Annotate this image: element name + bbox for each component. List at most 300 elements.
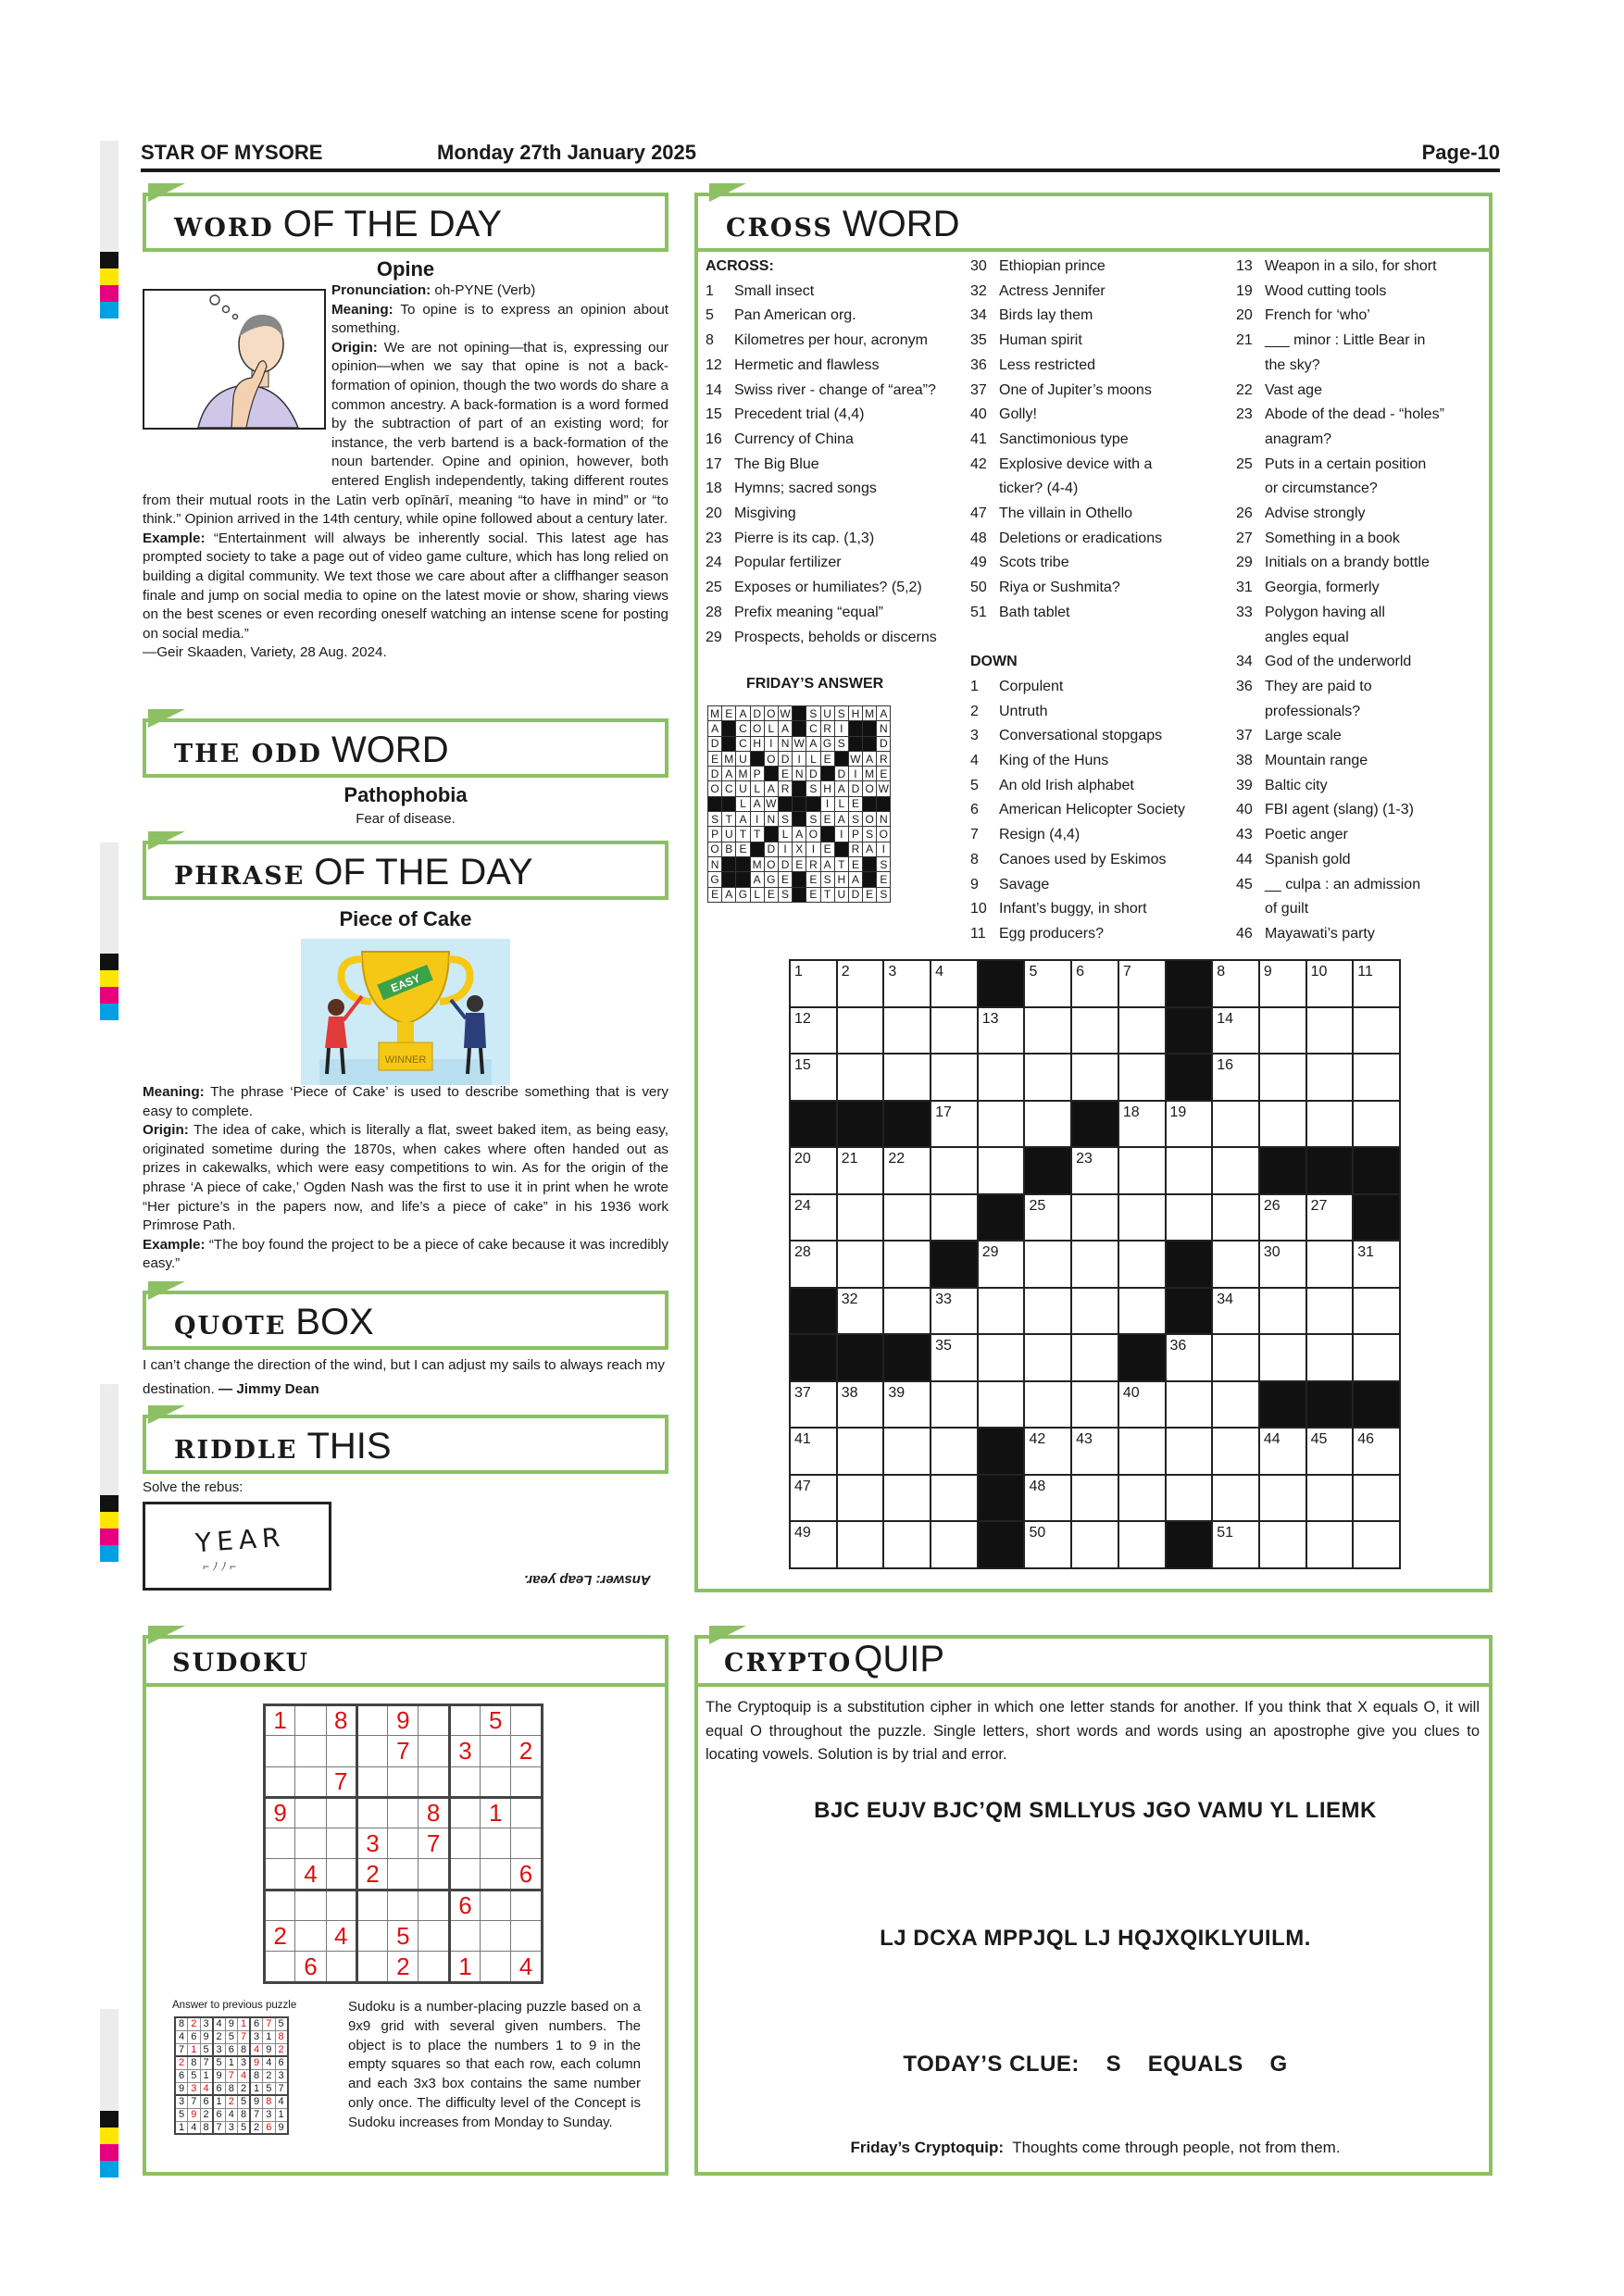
answer-cell: G: [708, 872, 722, 887]
crossword-cell[interactable]: [1118, 1288, 1166, 1335]
clue: [1236, 922, 1491, 947]
crossword-cell[interactable]: 30: [1259, 1241, 1306, 1288]
answer-cell: I: [877, 842, 891, 856]
answer-cell: I: [848, 767, 862, 781]
answer-cell: E: [722, 706, 736, 721]
clue-number: 46: [1236, 925, 1253, 942]
sudoku-cell[interactable]: [356, 1736, 387, 1766]
sudoku-cell[interactable]: [265, 1859, 295, 1890]
sudoku-cell[interactable]: [326, 1890, 356, 1920]
crossword-cell[interactable]: [931, 1147, 978, 1194]
crossword-cell[interactable]: [1118, 1147, 1166, 1194]
crossword-cell[interactable]: 29: [978, 1241, 1025, 1288]
crossword-cell[interactable]: [1071, 1288, 1118, 1335]
crossword-cell[interactable]: 34: [1212, 1288, 1259, 1335]
crossword-cell[interactable]: 5: [1024, 960, 1071, 1007]
crossword-cell[interactable]: [1212, 1101, 1259, 1148]
crossword-cell[interactable]: 44: [1259, 1428, 1306, 1475]
clue-text: Deletions or eradications: [999, 530, 1163, 546]
crossword-cell[interactable]: [883, 1194, 931, 1242]
crossword-cell[interactable]: 14: [1212, 1007, 1259, 1054]
page-number: Page-10: [1421, 141, 1500, 164]
crossword-cell[interactable]: 35: [931, 1334, 978, 1381]
crossword-cell[interactable]: [1024, 1288, 1071, 1335]
crossword-cell[interactable]: [1071, 1194, 1118, 1242]
crossword-cell[interactable]: 13: [978, 1007, 1025, 1054]
crossword-cell[interactable]: [1353, 1475, 1400, 1522]
clue-text: ___ minor : Little Bear in: [1265, 332, 1426, 349]
sudoku-cell[interactable]: [295, 1736, 326, 1766]
previous-sudoku-cell: 2: [275, 2043, 288, 2056]
crossword-cell[interactable]: [1212, 1194, 1259, 1242]
crossword-cell[interactable]: 19: [1166, 1101, 1213, 1148]
crossword-cell[interactable]: [978, 1334, 1025, 1381]
crossword-cell[interactable]: 38: [837, 1381, 884, 1429]
crossword-cell[interactable]: [1353, 1101, 1400, 1148]
crossword-cell[interactable]: 12: [790, 1007, 837, 1054]
answer-cell: M: [722, 751, 736, 766]
crossword-cell[interactable]: 27: [1306, 1194, 1354, 1242]
crossword-cell[interactable]: 31: [1353, 1241, 1400, 1288]
crossword-cell[interactable]: [1166, 1147, 1213, 1194]
crossword-cell[interactable]: 9: [1259, 960, 1306, 1007]
crossword-cell[interactable]: [1259, 1334, 1306, 1381]
sudoku-cell[interactable]: [481, 1766, 511, 1797]
crossword-cell[interactable]: [837, 1521, 884, 1568]
crossword-cell[interactable]: 45: [1306, 1428, 1354, 1475]
crossword-cell[interactable]: [1306, 1007, 1354, 1054]
sudoku-cell[interactable]: [295, 1705, 326, 1736]
crossword-cell[interactable]: 6: [1071, 960, 1118, 1007]
sudoku-cell[interactable]: [265, 1828, 295, 1859]
crossword-cell[interactable]: [883, 1428, 931, 1475]
answer-cell: A: [848, 872, 862, 887]
sudoku-cell[interactable]: [418, 1766, 449, 1797]
crossword-cell[interactable]: [1118, 1054, 1166, 1101]
sudoku-cell[interactable]: [481, 1921, 511, 1952]
odd-word-header: [143, 718, 668, 778]
crossword-cell[interactable]: 3: [883, 960, 931, 1007]
crossword-cell[interactable]: 49: [790, 1521, 837, 1568]
answer-cell: A: [736, 706, 750, 721]
sudoku-cell[interactable]: [511, 1921, 542, 1952]
sudoku-cell[interactable]: [356, 1890, 387, 1920]
answer-cell: G: [820, 736, 834, 751]
clue-number: 23: [1236, 406, 1253, 423]
sudoku-cell[interactable]: [388, 1828, 418, 1859]
sudoku-cell[interactable]: [326, 1736, 356, 1766]
crossword-cell[interactable]: [1212, 1241, 1259, 1288]
sudoku-cell[interactable]: [481, 1736, 511, 1766]
crossword-cell[interactable]: [1118, 1521, 1166, 1568]
crossword-cell[interactable]: [978, 1101, 1025, 1148]
crossword-cell[interactable]: 50: [1024, 1521, 1071, 1568]
sudoku-cell[interactable]: [511, 1828, 542, 1859]
crossword-cell[interactable]: [1259, 1475, 1306, 1522]
previous-sudoku-cell: 6: [213, 2108, 226, 2121]
crossword-cell[interactable]: [978, 1381, 1025, 1429]
answer-cell: E: [820, 812, 834, 827]
crossword-grid: [789, 959, 1401, 1569]
crossword-cell[interactable]: [1306, 1334, 1354, 1381]
down-clues-1: [970, 675, 1231, 947]
crossword-cell[interactable]: 41: [790, 1428, 837, 1475]
crossword-cell[interactable]: [1024, 1101, 1071, 1148]
sudoku-cell[interactable]: [449, 1797, 480, 1828]
clue-text: of guilt: [1265, 901, 1309, 917]
header-large: OF THE DAY: [314, 852, 533, 892]
clue: [970, 527, 1231, 552]
clue: [1236, 675, 1491, 700]
crossword-cell[interactable]: [1024, 1334, 1071, 1381]
sudoku-cell[interactable]: [388, 1890, 418, 1920]
crossword-cell[interactable]: 42: [1024, 1428, 1071, 1475]
sudoku-cell[interactable]: [388, 1766, 418, 1797]
spacer: [970, 626, 1231, 651]
crossword-cell[interactable]: [978, 1288, 1025, 1335]
crossword-cell[interactable]: [1071, 1241, 1118, 1288]
sudoku-cell[interactable]: [511, 1766, 542, 1797]
crossword-cell[interactable]: [931, 1428, 978, 1475]
answer-black-cell: [722, 796, 736, 811]
clue-number: 39: [1236, 777, 1253, 793]
previous-sudoku-cell: 7: [188, 2095, 201, 2108]
sudoku-cell[interactable]: [511, 1890, 542, 1920]
answer-cell: O: [863, 781, 877, 796]
sudoku-cell[interactable]: [481, 1828, 511, 1859]
crossword-cell[interactable]: 18: [1118, 1101, 1166, 1148]
previous-sudoku-cell: 6: [200, 2095, 213, 2108]
crossword-cell[interactable]: 33: [931, 1288, 978, 1335]
clue: [1236, 329, 1491, 354]
answer-cell: I: [834, 827, 848, 842]
clue-number: 40: [970, 406, 987, 423]
sudoku-cell: 9: [388, 1705, 418, 1736]
sudoku-cell[interactable]: [356, 1921, 387, 1952]
crossword-cell[interactable]: [1071, 1475, 1118, 1522]
answer-cell: C: [736, 736, 750, 751]
crossword-cell[interactable]: [1024, 1054, 1071, 1101]
crossword-cell[interactable]: [1071, 1521, 1118, 1568]
sudoku-cell[interactable]: [449, 1859, 480, 1890]
crossword-cell[interactable]: [1306, 1288, 1354, 1335]
previous-sudoku-cell: 9: [225, 2017, 238, 2030]
clue: [1236, 650, 1491, 675]
clue-number: 34: [1236, 654, 1253, 670]
sudoku-cell[interactable]: [356, 1797, 387, 1828]
crossword-cell[interactable]: [883, 1241, 931, 1288]
clue: [970, 922, 1231, 947]
crossword-cell[interactable]: [883, 1054, 931, 1101]
crossword-cell[interactable]: [883, 1521, 931, 1568]
previous-sudoku-cell: 5: [200, 2043, 213, 2056]
black-cell: [1166, 1054, 1213, 1101]
crossword-cell[interactable]: [1353, 1007, 1400, 1054]
answer-cell: D: [848, 887, 862, 902]
phrase-of-day-header: [143, 841, 668, 900]
crossword-cell[interactable]: 46: [1353, 1428, 1400, 1475]
sudoku-cell[interactable]: [326, 1797, 356, 1828]
crossword-cell[interactable]: [1166, 1475, 1213, 1522]
crossword-cell[interactable]: [837, 1054, 884, 1101]
crossword-cell[interactable]: 23: [1071, 1147, 1118, 1194]
answer-cell: N: [778, 736, 792, 751]
sudoku-cell[interactable]: [418, 1736, 449, 1766]
crossword-cell[interactable]: [837, 1475, 884, 1522]
crossword-cell[interactable]: 7: [1118, 960, 1166, 1007]
crossword-cell[interactable]: 26: [1259, 1194, 1306, 1242]
crossword-cell[interactable]: 28: [790, 1241, 837, 1288]
crossword-cell[interactable]: [1212, 1475, 1259, 1522]
crossword-cell[interactable]: [1353, 1288, 1400, 1335]
crossword-cell[interactable]: [1166, 1194, 1213, 1242]
crossword-cell[interactable]: [978, 1147, 1025, 1194]
sudoku-cell[interactable]: [326, 1859, 356, 1890]
previous-sudoku-cell: 7: [275, 2082, 288, 2095]
crossword-cell[interactable]: [883, 1288, 931, 1335]
crossword-cell[interactable]: [1024, 1241, 1071, 1288]
crossword-cell[interactable]: [1306, 1054, 1354, 1101]
crossword-cell[interactable]: [1306, 1521, 1354, 1568]
answer-black-cell: [793, 887, 806, 902]
sudoku-cell[interactable]: [265, 1736, 295, 1766]
crossword-cell[interactable]: [1259, 1101, 1306, 1148]
answer-black-cell: [736, 856, 750, 871]
crossword-cell[interactable]: 24: [790, 1194, 837, 1242]
answer-black-cell: [877, 796, 891, 811]
sudoku-cell[interactable]: [295, 1828, 326, 1859]
previous-sudoku-cell: 1: [238, 2017, 251, 2030]
crossword-cell[interactable]: [1071, 1054, 1118, 1101]
sudoku-cell[interactable]: [356, 1705, 387, 1736]
crossword-cell[interactable]: 39: [883, 1381, 931, 1429]
crossword-cell[interactable]: 48: [1024, 1475, 1071, 1522]
answer-cell: S: [708, 812, 722, 827]
crossword-cell[interactable]: [1118, 1007, 1166, 1054]
answer-cell: S: [806, 706, 820, 721]
answer-cell: D: [708, 767, 722, 781]
sudoku-cell[interactable]: [265, 1766, 295, 1797]
crossword-cell[interactable]: 16: [1212, 1054, 1259, 1101]
crossword-cell[interactable]: [883, 1007, 931, 1054]
sudoku-cell[interactable]: [418, 1890, 449, 1920]
crossword-cell[interactable]: 10: [1306, 960, 1354, 1007]
answer-cell: L: [750, 781, 764, 796]
crossword-cell[interactable]: [1306, 1241, 1354, 1288]
clue: [970, 453, 1231, 478]
clue-number: 37: [1236, 728, 1253, 744]
crossword-cell[interactable]: [1306, 1475, 1354, 1522]
answer-cell: N: [877, 812, 891, 827]
answer-cell: I: [820, 796, 834, 811]
black-cell: [790, 1334, 837, 1381]
crossword-cell[interactable]: [931, 1475, 978, 1522]
riddle-answer: Answer: Leap year.: [524, 1572, 651, 1588]
crossword-cell[interactable]: [1259, 1007, 1306, 1054]
clue-text: Polygon having all: [1265, 604, 1385, 620]
clue-text: Sanctimonious type: [999, 430, 1129, 447]
previous-sudoku-cell: 7: [175, 2043, 188, 2056]
quote-author: — Jimmy Dean: [218, 1381, 319, 1397]
crossword-cell[interactable]: [1118, 1194, 1166, 1242]
crossword-cell[interactable]: [1259, 1521, 1306, 1568]
crossword-cell[interactable]: [837, 1241, 884, 1288]
crossword-cell[interactable]: [1024, 1381, 1071, 1429]
crossword-cell[interactable]: [1071, 1334, 1118, 1381]
sudoku-cell[interactable]: [418, 1705, 449, 1736]
answer-black-cell: [708, 796, 722, 811]
crossword-cell[interactable]: [1071, 1007, 1118, 1054]
crossword-cell[interactable]: [1306, 1101, 1354, 1148]
crossword-cell[interactable]: 25: [1024, 1194, 1071, 1242]
sudoku-cell[interactable]: [418, 1921, 449, 1952]
crossword-cell[interactable]: [1166, 1428, 1213, 1475]
sudoku-cell[interactable]: [511, 1797, 542, 1828]
crossword-cell[interactable]: [837, 1007, 884, 1054]
crossword-cell[interactable]: 8: [1212, 960, 1259, 1007]
crossword-cell[interactable]: 11: [1353, 960, 1400, 1007]
sudoku-cell[interactable]: [356, 1952, 387, 1982]
sudoku-cell[interactable]: [265, 1890, 295, 1920]
crossword-cell[interactable]: 1: [790, 960, 837, 1007]
crossword-cell[interactable]: [1212, 1428, 1259, 1475]
sudoku-cell[interactable]: [326, 1952, 356, 1982]
sudoku-grid: [263, 1703, 543, 1984]
clue-text: Birds lay them: [999, 307, 1093, 324]
answer-cell: S: [877, 887, 891, 902]
crossword-cell[interactable]: [978, 1054, 1025, 1101]
crossword-cell[interactable]: 20: [790, 1147, 837, 1194]
crossword-cell[interactable]: 15: [790, 1054, 837, 1101]
previous-sudoku-cell: 6: [188, 2030, 201, 2043]
crossword-cell[interactable]: [1118, 1428, 1166, 1475]
answer-cell: A: [722, 887, 736, 902]
clue-number: 2: [970, 703, 979, 719]
sudoku-cell[interactable]: [449, 1921, 480, 1952]
black-cell: [978, 1521, 1025, 1568]
sudoku-cell[interactable]: [418, 1952, 449, 1982]
crossword-cell[interactable]: [837, 1194, 884, 1242]
clue: [970, 329, 1231, 354]
crossword-cell[interactable]: [931, 1381, 978, 1429]
crossword-cell[interactable]: 51: [1212, 1521, 1259, 1568]
clue-text: Egg producers?: [999, 925, 1104, 942]
black-cell: [1166, 960, 1213, 1007]
clue-text: Georgia, formerly: [1265, 580, 1380, 596]
black-cell: [1166, 1521, 1213, 1568]
answer-black-cell: [778, 796, 792, 811]
clue-text: Puts in a certain position: [1265, 455, 1427, 472]
clue-number: 23: [706, 530, 722, 546]
sudoku-cell[interactable]: [295, 1890, 326, 1920]
word-of-day-word: Opine: [376, 257, 435, 281]
crossword-cell[interactable]: 40: [1118, 1381, 1166, 1429]
answer-cell: E: [877, 767, 891, 781]
crossword-cell[interactable]: 32: [837, 1288, 884, 1335]
sudoku-cell: 8: [418, 1797, 449, 1828]
sudoku-cell[interactable]: [481, 1952, 511, 1982]
crossword-cell[interactable]: 37: [790, 1381, 837, 1429]
clue-number: 48: [970, 530, 987, 546]
sudoku-cell[interactable]: [295, 1921, 326, 1952]
crossword-cell[interactable]: [1212, 1381, 1259, 1429]
previous-sudoku-cell: 9: [188, 2108, 201, 2121]
crossword-cell[interactable]: [931, 1054, 978, 1101]
crossword-cell[interactable]: [931, 1194, 978, 1242]
answer-cell: E: [806, 887, 820, 902]
crossword-cell[interactable]: [1024, 1007, 1071, 1054]
sudoku-cell[interactable]: [265, 1952, 295, 1982]
crossword-cell[interactable]: [1353, 1521, 1400, 1568]
crossword-cell[interactable]: [1212, 1334, 1259, 1381]
answer-cell: S: [834, 736, 848, 751]
crossword-cell[interactable]: [1118, 1475, 1166, 1522]
crossword-cell[interactable]: [1071, 1381, 1118, 1429]
crossword-cell[interactable]: [931, 1007, 978, 1054]
crossword-cell[interactable]: 22: [883, 1147, 931, 1194]
black-cell: [790, 1288, 837, 1335]
sudoku-cell[interactable]: [356, 1766, 387, 1797]
sudoku-cell[interactable]: [481, 1859, 511, 1890]
crossword-cell[interactable]: [931, 1521, 978, 1568]
crossword-cell[interactable]: 43: [1071, 1428, 1118, 1475]
answer-cell: L: [778, 827, 792, 842]
black-cell: [1353, 1194, 1400, 1242]
clue-number: 28: [706, 604, 722, 620]
crossword-cell[interactable]: [1353, 1334, 1400, 1381]
crossword-cell[interactable]: 21: [837, 1147, 884, 1194]
sudoku-cell[interactable]: [295, 1797, 326, 1828]
answer-black-cell: [764, 767, 778, 781]
crossword-cell[interactable]: [1166, 1381, 1213, 1429]
crossword-cell[interactable]: [883, 1475, 931, 1522]
crossword-cell[interactable]: [1259, 1054, 1306, 1101]
previous-sudoku-cell: 8: [188, 2056, 201, 2069]
black-cell: [1306, 1381, 1354, 1429]
crossword-cell[interactable]: 36: [1166, 1334, 1213, 1381]
sudoku-cell[interactable]: [511, 1705, 542, 1736]
sudoku-cell[interactable]: [388, 1859, 418, 1890]
sudoku-cell[interactable]: [449, 1766, 480, 1797]
clue: [970, 848, 1231, 873]
crossword-cell[interactable]: 47: [790, 1475, 837, 1522]
crossword-cell[interactable]: [1353, 1054, 1400, 1101]
answer-black-cell: [848, 721, 862, 736]
crossword-cell[interactable]: [837, 1428, 884, 1475]
sudoku-cell[interactable]: [326, 1828, 356, 1859]
crossword-cell[interactable]: 4: [931, 960, 978, 1007]
crossword-cell[interactable]: 2: [837, 960, 884, 1007]
clue: [1236, 403, 1491, 428]
crossword-cell[interactable]: 17: [931, 1101, 978, 1148]
answer-cell: S: [778, 887, 792, 902]
fridays-answer-label: FRIDAY’S ANSWER: [746, 676, 884, 692]
sudoku-cell[interactable]: [388, 1797, 418, 1828]
sudoku-cell[interactable]: [481, 1890, 511, 1920]
answer-cell: A: [708, 721, 722, 736]
sudoku-cell[interactable]: [449, 1828, 480, 1859]
previous-sudoku-cell: 7: [200, 2056, 213, 2069]
crossword-cell[interactable]: [1212, 1147, 1259, 1194]
sudoku-cell[interactable]: [295, 1766, 326, 1797]
answer-cell: O: [806, 827, 820, 842]
clue: [970, 774, 1231, 799]
crossword-cell[interactable]: [1118, 1241, 1166, 1288]
answer-cell: I: [764, 736, 778, 751]
sudoku-cell[interactable]: [449, 1705, 480, 1736]
sudoku-cell[interactable]: [418, 1859, 449, 1890]
crossword-cell[interactable]: [1259, 1288, 1306, 1335]
